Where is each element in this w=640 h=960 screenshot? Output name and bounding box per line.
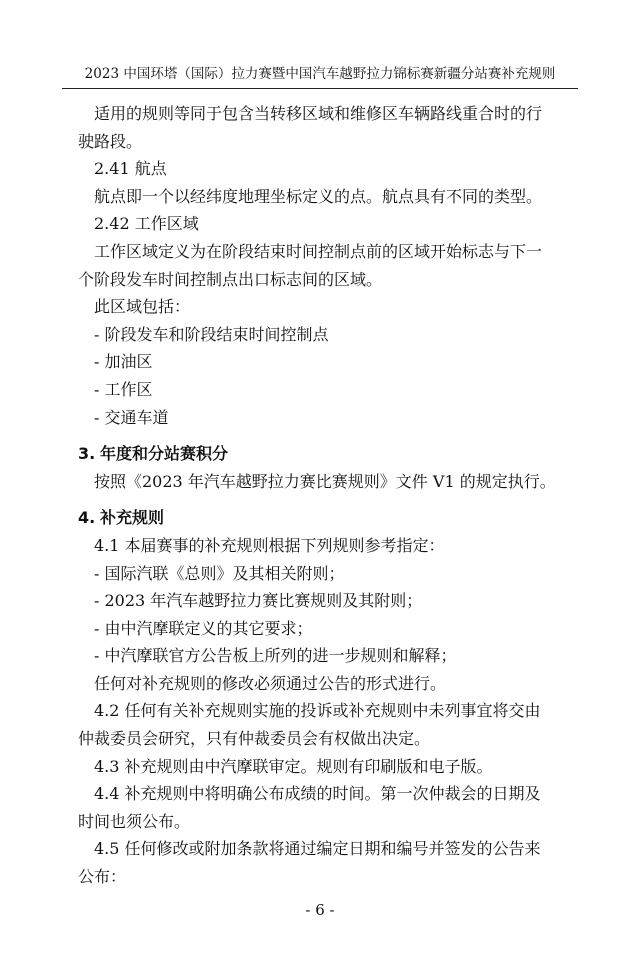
paragraph-line: 个阶段发车时间控制点出口标志间的区域。	[78, 269, 383, 289]
paragraph-line: 航点即一个以经纬度地理坐标定义的点。航点具有不同的类型。	[94, 186, 543, 206]
list-item: - 加油区	[94, 352, 153, 372]
paragraph-line: 任何对补充规则的修改必须通过公告的形式进行。	[94, 673, 447, 693]
section-title: 年度和分站赛积分	[100, 444, 229, 464]
list-item: - 2023 年汽车越野拉力赛比赛规则及其附则；	[94, 591, 423, 611]
section-number: 4.	[78, 508, 96, 528]
paragraph-line: 4.3 补充规则由中汽摩联审定。规则有印刷版和电子版。	[94, 756, 493, 776]
section-number: 3.	[78, 444, 96, 464]
paragraph-line: 按照《2023 年汽车越野拉力赛比赛规则》文件 V1 的规定执行。	[94, 471, 556, 491]
paragraph-line: 4.2 任何有关补充规则实施的投诉或补充规则中未列事宜将交由	[94, 701, 541, 721]
paragraph-line: 此区域包括：	[94, 297, 191, 317]
clause-heading: 2.41 航点	[94, 159, 167, 179]
clause-heading: 2.42 工作区域	[94, 214, 199, 234]
paragraph-line: 适用的规则等同于包含当转移区域和维修区车辆路线重合时的行	[94, 104, 543, 123]
paragraph-line: 公布：	[78, 867, 127, 887]
paragraph-line: 工作区域定义为在阶段结束时间控制点前的区域开始标志与下一	[94, 241, 543, 261]
page-number: - 6 -	[305, 901, 335, 919]
list-item: - 国际汽联《总则》及其相关附则；	[94, 563, 345, 583]
header-title: 2023 中国环塔（国际）拉力赛暨中国汽车越野拉力锦标赛新疆分站赛补充规则	[84, 66, 556, 82]
section-title: 补充规则	[100, 508, 165, 528]
list-item: - 交通车道	[94, 407, 169, 427]
paragraph-line: 时间也须公布。	[78, 811, 191, 831]
section-heading-3	[78, 440, 582, 468]
paragraph-line: 4.1 本届赛事的补充规则根据下列规则参考指定：	[94, 535, 445, 555]
list-item: - 中汽摩联官方公告板上所列的进一步规则和解释；	[94, 646, 457, 666]
list-item: - 由中汽摩联定义的其它要求；	[94, 618, 313, 638]
list-item: - 阶段发车和阶段结束时间控制点	[94, 324, 329, 344]
section-heading-4	[78, 504, 582, 532]
paragraph-line: 仲裁委员会研究，只有仲裁委员会有权做出决定。	[78, 729, 431, 749]
paragraph-line: 4.4 补充规则中将明确公布成绩的时间。第一次仲裁会的日期及	[94, 784, 541, 804]
paragraph-line: 4.5 任何修改或附加条款将通过编定日期和编号并签发的公告来	[94, 839, 541, 859]
list-item: - 工作区	[94, 379, 153, 399]
page-footer	[0, 900, 640, 920]
document-body	[78, 100, 582, 891]
page-header	[62, 64, 578, 89]
paragraph-line: 驶路段。	[78, 131, 143, 151]
